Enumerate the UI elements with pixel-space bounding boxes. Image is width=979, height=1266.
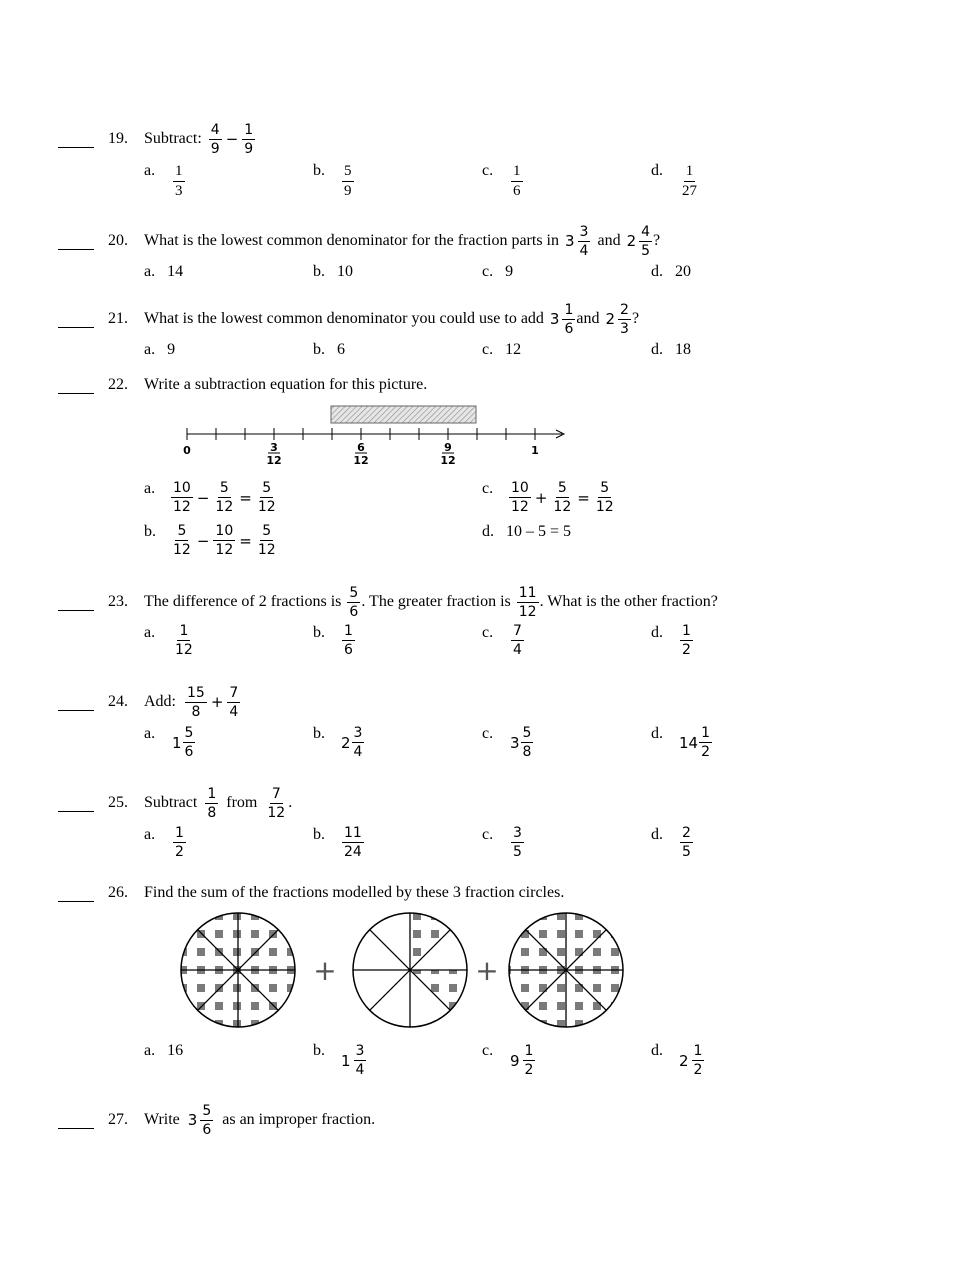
- answer-blank-26[interactable]: [58, 901, 94, 902]
- option-19d[interactable]: d.: [651, 162, 663, 179]
- option-23b-fraction: $\frac{1}{6}$: [344, 623, 353, 658]
- option-21a[interactable]: a. 9: [144, 341, 176, 358]
- tick-label-denominator: 12: [266, 454, 282, 467]
- question-22-stem: Write a subtraction equation for this picture.: [144, 376, 428, 393]
- option-23b[interactable]: b.: [313, 624, 325, 641]
- mixed-number: 3 $\frac{1}{6}$: [549, 301, 574, 337]
- option-25c-fraction: $\frac{3}{5}$: [513, 825, 522, 860]
- option-23a[interactable]: a.: [144, 624, 156, 641]
- option-22a[interactable]: a.: [144, 480, 156, 497]
- option-21d[interactable]: d. 18: [651, 341, 691, 358]
- option-25d-fraction: $\frac{2}{5}$: [682, 825, 691, 860]
- option-24a[interactable]: a.: [144, 725, 156, 742]
- question-number-26: 26.: [108, 884, 128, 901]
- fraction: $\frac{1}{9}$: [244, 121, 254, 157]
- option-19b-fraction: $\frac{5}{9}$: [344, 163, 352, 199]
- option-26d-mixed: 2 $\frac{1}{2}$: [679, 1043, 703, 1078]
- option-20c[interactable]: c. 9: [482, 263, 514, 280]
- option-24c[interactable]: c.: [482, 725, 494, 742]
- answer-blank-21[interactable]: [58, 327, 94, 328]
- fraction-circles: [175, 908, 635, 1036]
- option-19d-fraction: $\frac{1}{27}$: [682, 163, 697, 199]
- question-number-20: 20.: [108, 232, 128, 249]
- option-24a-mixed: 1 $\frac{5}{6}$: [172, 725, 194, 760]
- option-26d[interactable]: d.: [651, 1042, 663, 1059]
- option-22b-expr: $\frac{5}{12}$ − $\frac{10}{12}$ = $\frac{5}{12}$: [173, 523, 276, 558]
- tick-label-numerator: 6: [357, 441, 365, 454]
- tick-label-numerator: 9: [444, 441, 452, 454]
- question-number-23: 23.: [108, 593, 128, 610]
- question-26-stem: Find the sum of the fractions modelled by these 3 fraction circles.: [144, 884, 565, 901]
- tick-label: 0: [183, 444, 191, 457]
- question-25-stem: Subtract $\frac{1}{8}$ from $\frac{7}{12}$ .: [144, 785, 293, 821]
- option-24b[interactable]: b.: [313, 725, 325, 742]
- tick-label-denominator: 12: [353, 454, 369, 467]
- option-26b[interactable]: b.: [313, 1042, 325, 1059]
- number-line: [170, 400, 580, 470]
- option-22c[interactable]: c.: [482, 480, 494, 497]
- option-23a-fraction: $\frac{1}{12}$: [175, 623, 193, 658]
- plus-sign: +: [313, 954, 337, 987]
- option-25a[interactable]: a.: [144, 826, 156, 843]
- mixed-number: 2 $\frac{2}{3}$: [605, 301, 629, 337]
- question-24-stem: Add: $\frac{15}{8}$ + $\frac{7}{4}$: [144, 684, 239, 720]
- tick-label-denominator: 12: [440, 454, 456, 467]
- question-number-24: 24.: [108, 693, 128, 710]
- option-19c-fraction: $\frac{1}{6}$: [513, 163, 521, 199]
- option-26c[interactable]: c.: [482, 1042, 494, 1059]
- option-21b[interactable]: b. 6: [313, 341, 345, 358]
- answer-blank-24[interactable]: [58, 710, 94, 711]
- option-23c-fraction: $\frac{7}{4}$: [513, 623, 522, 658]
- option-22a-expr: $\frac{10}{12}$ − $\frac{5}{12}$ = $\frac{5}{12}$: [173, 480, 276, 515]
- option-25a-fraction: $\frac{1}{2}$: [175, 825, 184, 860]
- answer-blank-25[interactable]: [58, 811, 94, 812]
- option-26a[interactable]: a. 16: [144, 1042, 184, 1059]
- answer-blank-22[interactable]: [58, 393, 94, 394]
- option-25b[interactable]: b.: [313, 826, 325, 843]
- option-19a[interactable]: a.: [144, 162, 156, 179]
- option-25c[interactable]: c.: [482, 826, 494, 843]
- mixed-number: 3 $\frac{5}{6}$: [187, 1102, 212, 1138]
- fraction: $\frac{7}{4}$: [229, 684, 239, 720]
- tick-label-numerator: 3: [270, 441, 278, 454]
- mixed-number: 2 $\frac{4}{5}$: [626, 223, 651, 259]
- plus-sign: +: [475, 954, 499, 987]
- option-20b[interactable]: b. 10: [313, 263, 353, 280]
- answer-blank-20[interactable]: [58, 249, 94, 250]
- mixed-number: 3 $\frac{3}{4}$: [565, 223, 589, 259]
- option-19c[interactable]: c.: [482, 162, 494, 179]
- fraction: $\frac{7}{12}$: [267, 785, 286, 821]
- question-number-27: 27.: [108, 1111, 128, 1128]
- question-number-21: 21.: [108, 310, 128, 327]
- question-number-25: 25.: [108, 794, 128, 811]
- question-19-stem: Subtract: $\frac{4}{9}$ − $\frac{1}{9}$: [144, 121, 254, 157]
- tick-label: 1: [531, 444, 539, 457]
- answer-blank-19[interactable]: [58, 147, 94, 148]
- option-26c-mixed: 9 $\frac{1}{2}$: [510, 1043, 534, 1078]
- option-23d-fraction: $\frac{1}{2}$: [682, 623, 691, 658]
- question-23-stem: The difference of 2 fractions is $\frac{5}{6}$ . The greater fraction is $\frac{11}{12}$ . What is the other fraction?: [144, 584, 718, 620]
- fraction: $\frac{4}{9}$: [210, 121, 220, 157]
- question-27-stem: Write 3 $\frac{5}{6}$ as an improper fraction.: [144, 1102, 376, 1138]
- option-24c-mixed: 3 $\frac{5}{8}$: [510, 725, 532, 760]
- option-20a[interactable]: a. 14: [144, 263, 184, 280]
- option-22d[interactable]: d. 10 – 5 = 5: [482, 523, 572, 540]
- option-21c[interactable]: c. 12: [482, 341, 522, 358]
- option-26b-mixed: 1 $\frac{3}{4}$: [341, 1043, 365, 1078]
- question-20-stem: What is the lowest common denominator for the fraction parts in 3 $\frac{3}{4}$ and 2 $\frac{4}{5}$ ?: [144, 223, 661, 259]
- question-number-22: 22.: [108, 376, 128, 393]
- option-24d-mixed: 14 $\frac{1}{2}$: [679, 725, 711, 760]
- answer-blank-27[interactable]: [58, 1128, 94, 1129]
- fraction: $\frac{1}{8}$: [207, 785, 217, 821]
- question-21-stem: What is the lowest common denominator you could use to add 3 $\frac{1}{6}$ and 2 $\frac{2}{3}$ ?: [144, 301, 640, 337]
- shaded-bar: [331, 406, 476, 423]
- fraction-circle: [181, 913, 295, 1027]
- fraction: $\frac{5}{6}$: [349, 584, 359, 620]
- option-19a-fraction: $\frac{1}{3}$: [175, 163, 183, 199]
- option-22b[interactable]: b.: [144, 523, 156, 540]
- fraction: $\frac{11}{12}$: [518, 584, 537, 620]
- option-25d[interactable]: d.: [651, 826, 663, 843]
- question-number-19: 19.: [108, 130, 128, 147]
- option-20d[interactable]: d. 20: [651, 263, 691, 280]
- fraction-circle: [509, 913, 623, 1027]
- option-24d[interactable]: d.: [651, 725, 663, 742]
- option-19b[interactable]: b.: [313, 162, 325, 179]
- option-24b-mixed: 2 $\frac{3}{4}$: [341, 725, 363, 760]
- fraction: $\frac{15}{8}$: [187, 684, 205, 720]
- option-25b-fraction: $\frac{11}{24}$: [344, 825, 362, 860]
- option-22c-expr: $\frac{10}{12}$ + $\frac{5}{12}$ = $\frac{5}{12}$: [511, 480, 614, 515]
- question-19-prefix: Subtract:: [144, 130, 202, 147]
- fraction-circle: [353, 913, 467, 1027]
- option-23d[interactable]: d.: [651, 624, 663, 641]
- option-23c[interactable]: c.: [482, 624, 494, 641]
- answer-blank-23[interactable]: [58, 610, 94, 611]
